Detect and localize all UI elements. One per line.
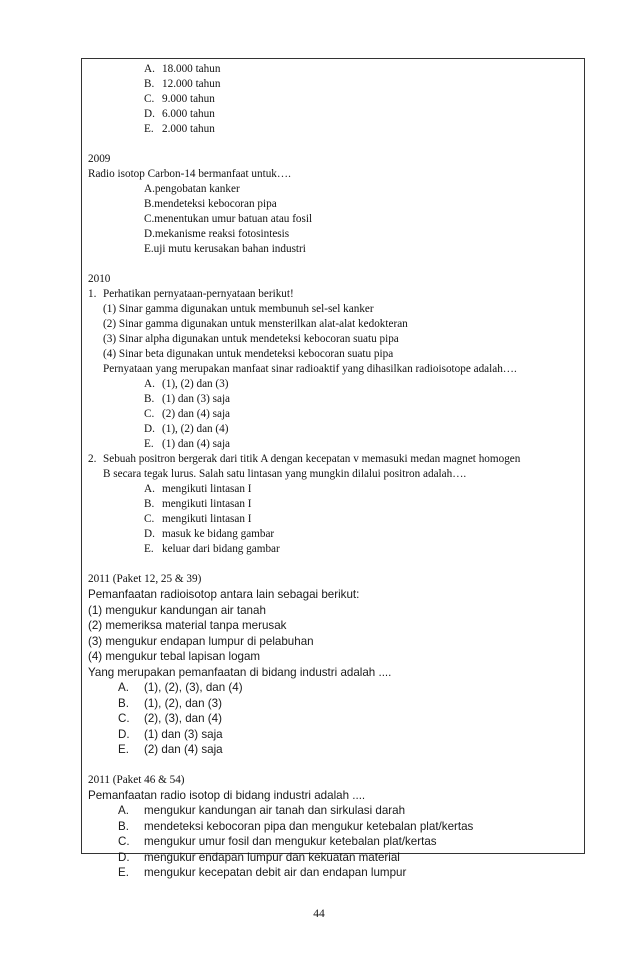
option: A. mengukur kandungan air tanah dan sirkulasi darah (118, 804, 406, 817)
option: C. 9.000 tahun (144, 93, 215, 105)
statement: (3) Sinar alpha digunakan untuk mendeteksi kebocoran suatu pipa (103, 333, 399, 345)
question-text: Radio isotop Carbon-14 bermanfaat untuk…. (88, 168, 291, 180)
option: D. (1), (2) dan (4) (144, 423, 229, 435)
option: A. (1), (2), (3), dan (4) (118, 681, 243, 694)
option: A. 18.000 tahun (144, 63, 221, 75)
section-2011-paket-b (88, 773, 584, 881)
option: C. (2), (3), dan (4) (118, 712, 222, 725)
statement: (1) Sinar gamma digunakan untuk membunuh sel-sel kanker (103, 303, 374, 315)
option: C. mengikuti lintasan I (144, 513, 252, 525)
option: B.mendeteksi kebocoran pipa (144, 198, 277, 210)
question-1 (88, 287, 584, 302)
option: D. (1) dan (3) saja (118, 727, 223, 741)
option: B. mendeteksi kebocoran pipa dan mengukur ketebalan plat/kertas (118, 819, 474, 833)
section-2009 (88, 152, 584, 257)
scanned-question (88, 788, 584, 881)
question-prompt: Pernyataan yang merupakan manfaat sinar radioaktif yang dihasilkan radioisotope adalah…. (103, 363, 517, 375)
year-heading: 2010 (88, 273, 111, 285)
question-2 (88, 452, 584, 467)
page-content (82, 62, 584, 881)
question-stem: Sebuah positron bergerak dari titik A dengan kecepatan v memasuki medan magnet homogen (103, 453, 521, 465)
option: D. masuk ke bidang gambar (144, 528, 275, 540)
option: E. (2) dan (4) saja (118, 743, 223, 756)
option: A. mengikuti lintasan I (144, 483, 252, 495)
section-2011-paket-a (88, 572, 584, 758)
prev-question-options (88, 62, 584, 137)
question-number: 2. (88, 453, 97, 465)
question-stem: Perhatikan pernyataan-pernyataan berikut! (103, 288, 294, 300)
statement: (4) Sinar beta digunakan untuk mendeteksi kebocoran suatu pipa (103, 348, 394, 360)
year-heading: 2011 (Paket 46 & 54) (88, 773, 185, 786)
section-2010 (88, 272, 584, 557)
option: E. 2.000 tahun (144, 123, 215, 135)
question-intro: Pemanfaatan radioisotop antara lain sebagai berikut: (88, 588, 360, 601)
scanned-question (88, 587, 584, 758)
statement: (3) mengukur endapan lumpur di pelabuhan (88, 634, 314, 648)
option: A. (1), (2) dan (3) (144, 378, 229, 390)
page-number: 44 (313, 908, 325, 920)
year-heading: 2011 (Paket 12, 25 & 39) (88, 573, 202, 585)
option: B. (1), (2), dan (3) (118, 696, 222, 710)
option: D. mengukur endapan lumpur dan kekuatan material (118, 850, 400, 864)
option: A.pengobatan kanker (144, 183, 240, 195)
year-heading: 2009 (88, 153, 111, 165)
statement: (1) mengukur kandungan air tanah (88, 603, 266, 617)
option: D. 6.000 tahun (144, 108, 215, 120)
statement: (4) mengukur tebal lapisan logam (88, 650, 261, 663)
content-frame (81, 58, 585, 879)
question-intro: Pemanfaatan radio isotop di bidang industri adalah .... (88, 788, 366, 802)
option: D.mekanisme reaksi fotosintesis (144, 228, 290, 240)
question-stem-continued: B secara tegak lurus. Salah satu lintasan yang mungkin dilalui positron adalah…. (103, 468, 467, 480)
option: C.menentukan umur batuan atau fosil (144, 213, 313, 225)
spacer (88, 557, 584, 572)
question-number: 1. (88, 288, 97, 300)
spacer (88, 758, 584, 773)
option: E.uji mutu kerusakan bahan industri (144, 243, 306, 255)
option: C. (2) dan (4) saja (144, 408, 231, 420)
option: B. (1) dan (3) saja (144, 393, 231, 405)
option: B. 12.000 tahun (144, 78, 221, 90)
spacer (88, 257, 584, 272)
spacer (88, 137, 584, 152)
option: B. mengikuti lintasan I (144, 498, 252, 510)
option: E. keluar dari bidang gambar (144, 543, 280, 555)
question-prompt: Yang merupakan pemanfaatan di bidang industri adalah .... (88, 665, 392, 679)
option: E. mengukur kecepatan debit air dan endapan lumpur (118, 866, 407, 879)
option: E. (1) dan (4) saja (144, 438, 231, 450)
option: C. mengukur umur fosil dan mengukur ketebalan plat/kertas (118, 835, 437, 848)
statement: (2) Sinar gamma digunakan untuk mensterilkan alat-alat kedokteran (103, 318, 408, 330)
statement: (2) memeriksa material tanpa merusak (88, 619, 287, 632)
